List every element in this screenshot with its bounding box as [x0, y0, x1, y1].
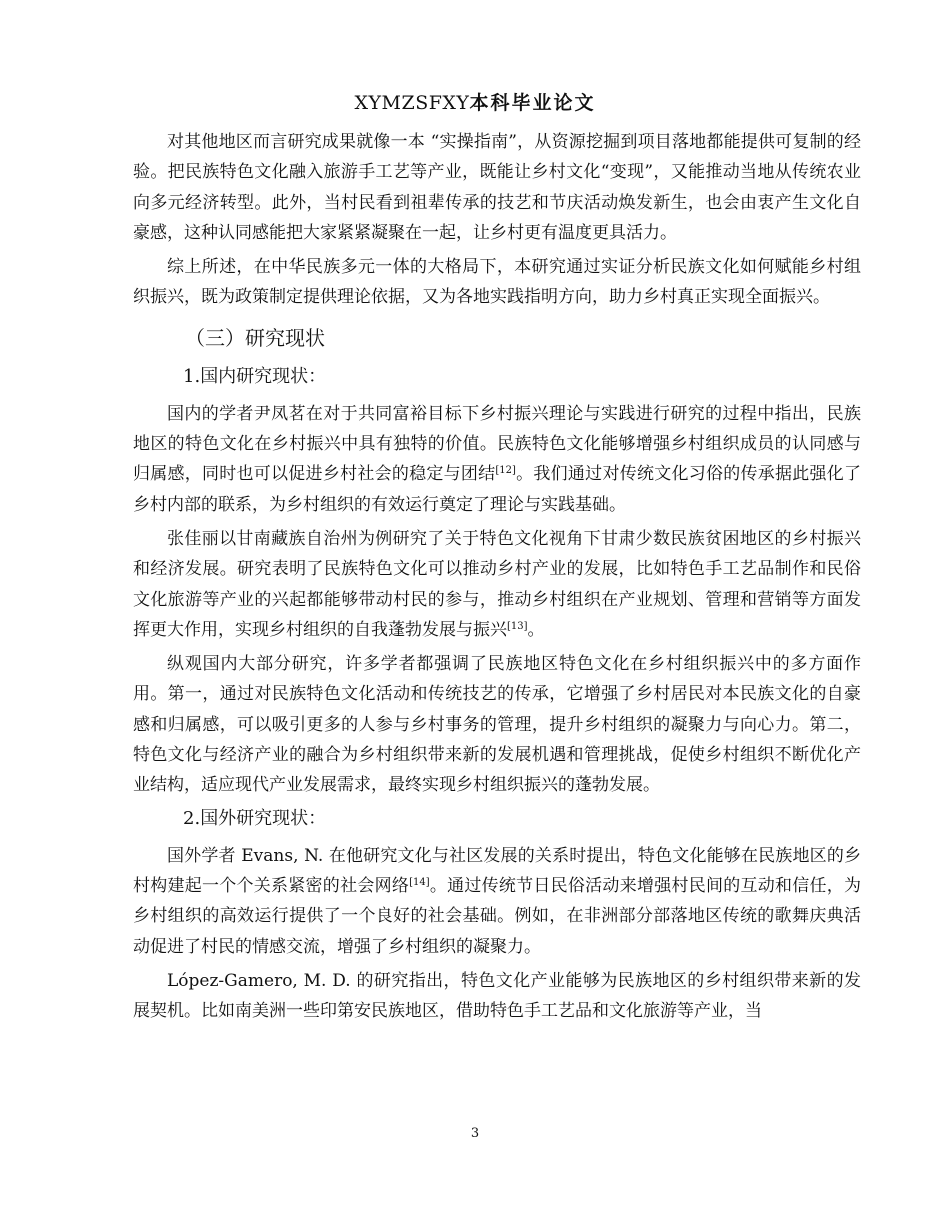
- paragraph-zhang-jiali: [133, 524, 861, 645]
- page-header: [0, 88, 950, 115]
- page-number: 3: [470, 1126, 480, 1141]
- subsection-title: 国内研究现状：: [200, 365, 327, 387]
- subsection-number: 1.: [183, 365, 201, 387]
- subsection-title: 国外研究现状：: [200, 807, 327, 829]
- body-content: [133, 127, 861, 1030]
- citation-12[interactable]: [12]: [495, 465, 516, 477]
- citation-13[interactable]: [13]: [507, 620, 528, 632]
- paragraph-text-tail: 。通过传统节日民俗活动来增强村民间的互动和信任，为乡村组织的高效运行提供了一个良好的社会基础。例如，在非洲部分部落地区传统的歌舞庆典活动促进了村民的情感交流，增强了乡村组织的凝聚力。: [133, 875, 862, 957]
- paragraph-text-tail: 。我们通过对传统文化习俗的传承据此强化了乡村内部的联系，为乡村组织的有效运行奠定了理论与实践基础。: [133, 464, 862, 515]
- subsection-heading-domestic: [183, 363, 861, 391]
- paragraph-summary: 综上所述，在中华民族多元一体的大格局下，本研究通过实证分析民族文化如何赋能乡村组织振兴，既为政策制定提供理论依据，又为各地实践指明方向，助力乡村真正实现全面振兴。: [133, 257, 861, 308]
- paragraph-text: 国内的学者尹凤茗在对于共同富裕目标下乡村振兴理论与实践进行研究的过程中指出，民族地区的特色文化在乡村振兴中具有独特的价值。民族特色文化能够增强乡村组织成员的认同感与归属感，同时也可以促进乡村社会的稳定与团结: [133, 403, 861, 485]
- header-title: 本科毕业论文: [469, 92, 596, 114]
- header-code: XYMZSFXY: [354, 92, 470, 114]
- paragraph-text-tail: 。: [527, 619, 545, 640]
- paragraph-yin-fengming: [133, 399, 861, 520]
- paragraph-text: 张佳丽以甘南藏族自治州为例研究了关于特色文化视角下甘肃少数民族贫困地区的乡村振兴和经济发展。研究表明了民族特色文化可以推动乡村产业的发展，比如特色手工艺品制作和民俗文化旅游等产业的兴起都能够带动村民的参与，推动乡村组织在产业规划、管理和营销等方面发挥更大作用，实现乡村组织的自我蓬勃发展与振兴: [133, 528, 861, 640]
- citation-14[interactable]: [14]: [409, 876, 430, 888]
- section-heading-research-status: （三）研究现状: [185, 325, 325, 350]
- paragraph-domestic-overview: 纵观国内大部分研究，许多学者都强调了民族地区特色文化在乡村组织振兴中的多方面作用。第一，通过对民族特色文化活动和传统技艺的传承，它增强了乡村居民对本民族文化的自豪感和归属感，可以吸引更多的人参与乡村事务的管理，提升乡村组织的凝聚力与向心力。第二，特色文化与经济产业的融合为乡村组织带来新的发展机遇和管理挑战，促使乡村组织不断优化产业结构，适应现代产业发展需求，最终实现乡村组织振兴的蓬勃发展。: [133, 654, 861, 796]
- paragraph-lopez-gamero: López-Gamero, M. D. 的研究指出，特色文化产业能够为民族地区的乡村组织带来新的发展契机。比如南美洲一些印第安民族地区，借助特色手工艺品和文化旅游等产业，当: [133, 970, 861, 1022]
- paragraph-practical-guide: 对其他地区而言研究成果就像一本 “实操指南”，从资源挖掘到项目落地都能提供可复制的经验。把民族特色文化融入旅游手工艺等产业，既能让乡村文化“变现”，又能推动当地从传统农业向多元经济转型。此外，当村民看到祖辈传承的技艺和节庆活动焕发新生，也会由衷产生文化自豪感，这种认同感能把大家紧紧凝聚在一起，让乡村更有温度更具活力。: [133, 132, 861, 243]
- subsection-number: 2.: [183, 807, 201, 829]
- subsection-heading-foreign: [183, 805, 861, 833]
- paragraph-evans: [133, 841, 861, 962]
- paragraph-text: 国外学者 Evans, N. 在他研究文化与社区发展的关系时提出，特色文化能够在民族地区的乡村构建起一个个关系紧密的社会网络: [133, 845, 861, 896]
